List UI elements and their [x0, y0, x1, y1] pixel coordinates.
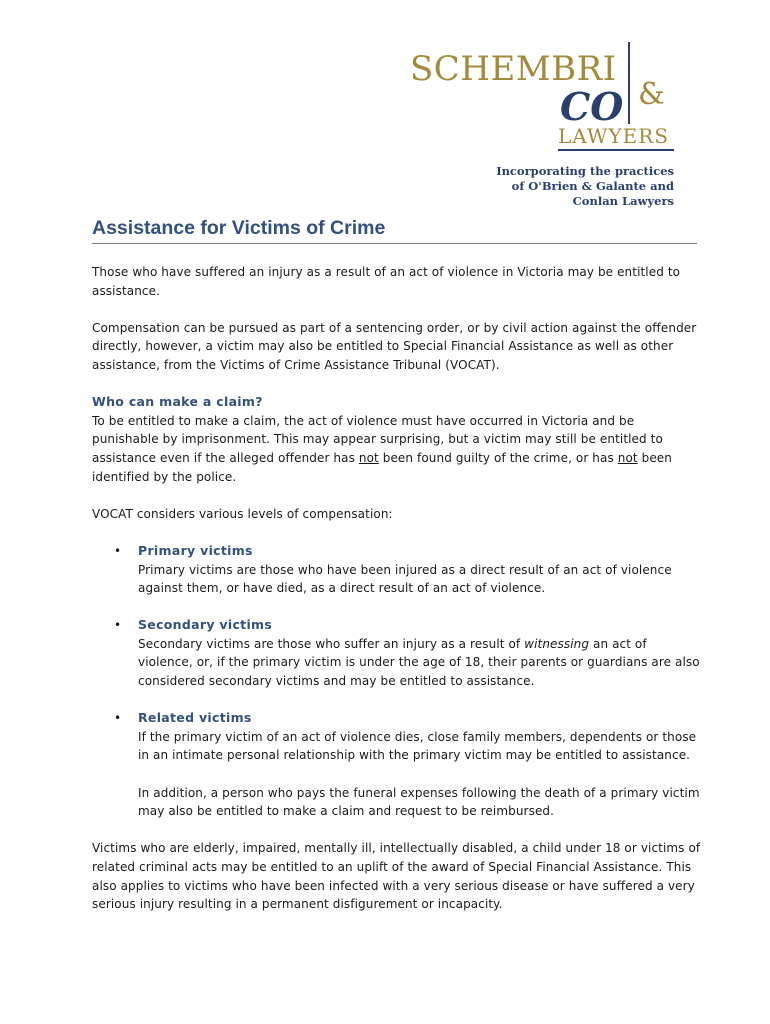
logo-lawyers: LAWYERS	[558, 124, 670, 148]
logo-underline	[558, 149, 674, 151]
logo-name-schembri: SCHEMBRI	[410, 49, 617, 89]
emphasis-witnessing: witnessing	[524, 636, 590, 651]
document-body	[92, 263, 702, 932]
intro-paragraph: Those who have suffered an injury as a result of an act of violence in Victoria may be entitled to assistance.	[92, 265, 681, 298]
list-item-primary	[92, 542, 702, 598]
logo-incorporating-line: Incorporating the practices	[496, 164, 674, 178]
who-text-part: To be entitled to make a claim, the act of violence must have occurred in Victoria and be punishable by imprisonment. This may appear surprising, but a victim may still be entitled to assistance even if the alleged offender has	[92, 413, 663, 465]
logo-divider	[628, 42, 630, 124]
who-can-claim-heading: Who can make a claim?	[92, 394, 263, 410]
firm-logo	[400, 38, 690, 208]
primary-victims-text: Primary victims are those who have been injured as a direct result of an act of violence against them, or have died, as a direct result of an act of violence.	[138, 562, 672, 596]
secondary-text-part: Secondary victims are those who suffer an injury as a result of	[138, 636, 525, 651]
who-text-part: been found guilty of the crime, or has	[378, 450, 618, 465]
emphasis-not: not	[617, 450, 638, 465]
logo-incorporating	[496, 164, 674, 209]
related-victims-text: If the primary victim of an act of violence dies, close family members, dependents or those in an intimate personal relationship with the primary victim may be entitled to assistance.	[138, 729, 697, 763]
list-item-related	[92, 709, 702, 821]
bullet-icon: •	[114, 618, 122, 633]
emphasis-not: not	[358, 450, 379, 465]
bullet-icon: •	[114, 543, 122, 558]
list-item-secondary	[92, 616, 702, 690]
logo-incorporating-line: Conlan Lawyers	[572, 194, 674, 208]
compensation-paragraph: Compensation can be pursued as part of a sentencing order, or by civil action against the offender directly, however, a victim may also be entitled to Special Financial Assistance as well as other assistance, from the Victims of Crime Assistance Tribunal (VOCAT).	[92, 320, 697, 372]
logo-ampersand: &	[638, 77, 665, 112]
secondary-text-part: an act of violence, or, if the primary victim is under the age of 18, their parents or guardians are also considered secondary victims and may be entitled to assistance.	[138, 636, 700, 689]
levels-intro: VOCAT considers various levels of compensation:	[92, 506, 393, 521]
who-can-claim-paragraph	[92, 412, 702, 486]
logo-name-co: CO	[560, 84, 624, 129]
victim-levels-list	[92, 542, 702, 821]
related-victims-heading: Related victims	[138, 710, 252, 726]
document-title: Assistance for Victims of Crime	[92, 217, 386, 239]
bullet-icon: •	[114, 711, 122, 726]
funeral-expenses-text: In addition, a person who pays the funeral expenses following the death of a primary victim may also be entitled to make a claim and request to be reimbursed.	[138, 785, 700, 819]
who-text-part: been identified by the police.	[92, 450, 672, 484]
title-divider	[92, 243, 697, 244]
secondary-victims-text	[138, 635, 702, 691]
closing-paragraph: Victims who are elderly, impaired, mentally ill, intellectually disabled, a child under 18 or victims of related criminal acts may be entitled to an uplift of the award of Special Financial Assistance. This also applies to victims who have been infected with a very serious disease or have suffered a very serious injury resulting in a permanent disfigurement or incapacity.	[92, 841, 701, 912]
logo-incorporating-line: of O'Brien & Galante and	[511, 179, 674, 193]
secondary-victims-heading: Secondary victims	[138, 617, 273, 633]
primary-victims-heading: Primary victims	[138, 542, 253, 558]
